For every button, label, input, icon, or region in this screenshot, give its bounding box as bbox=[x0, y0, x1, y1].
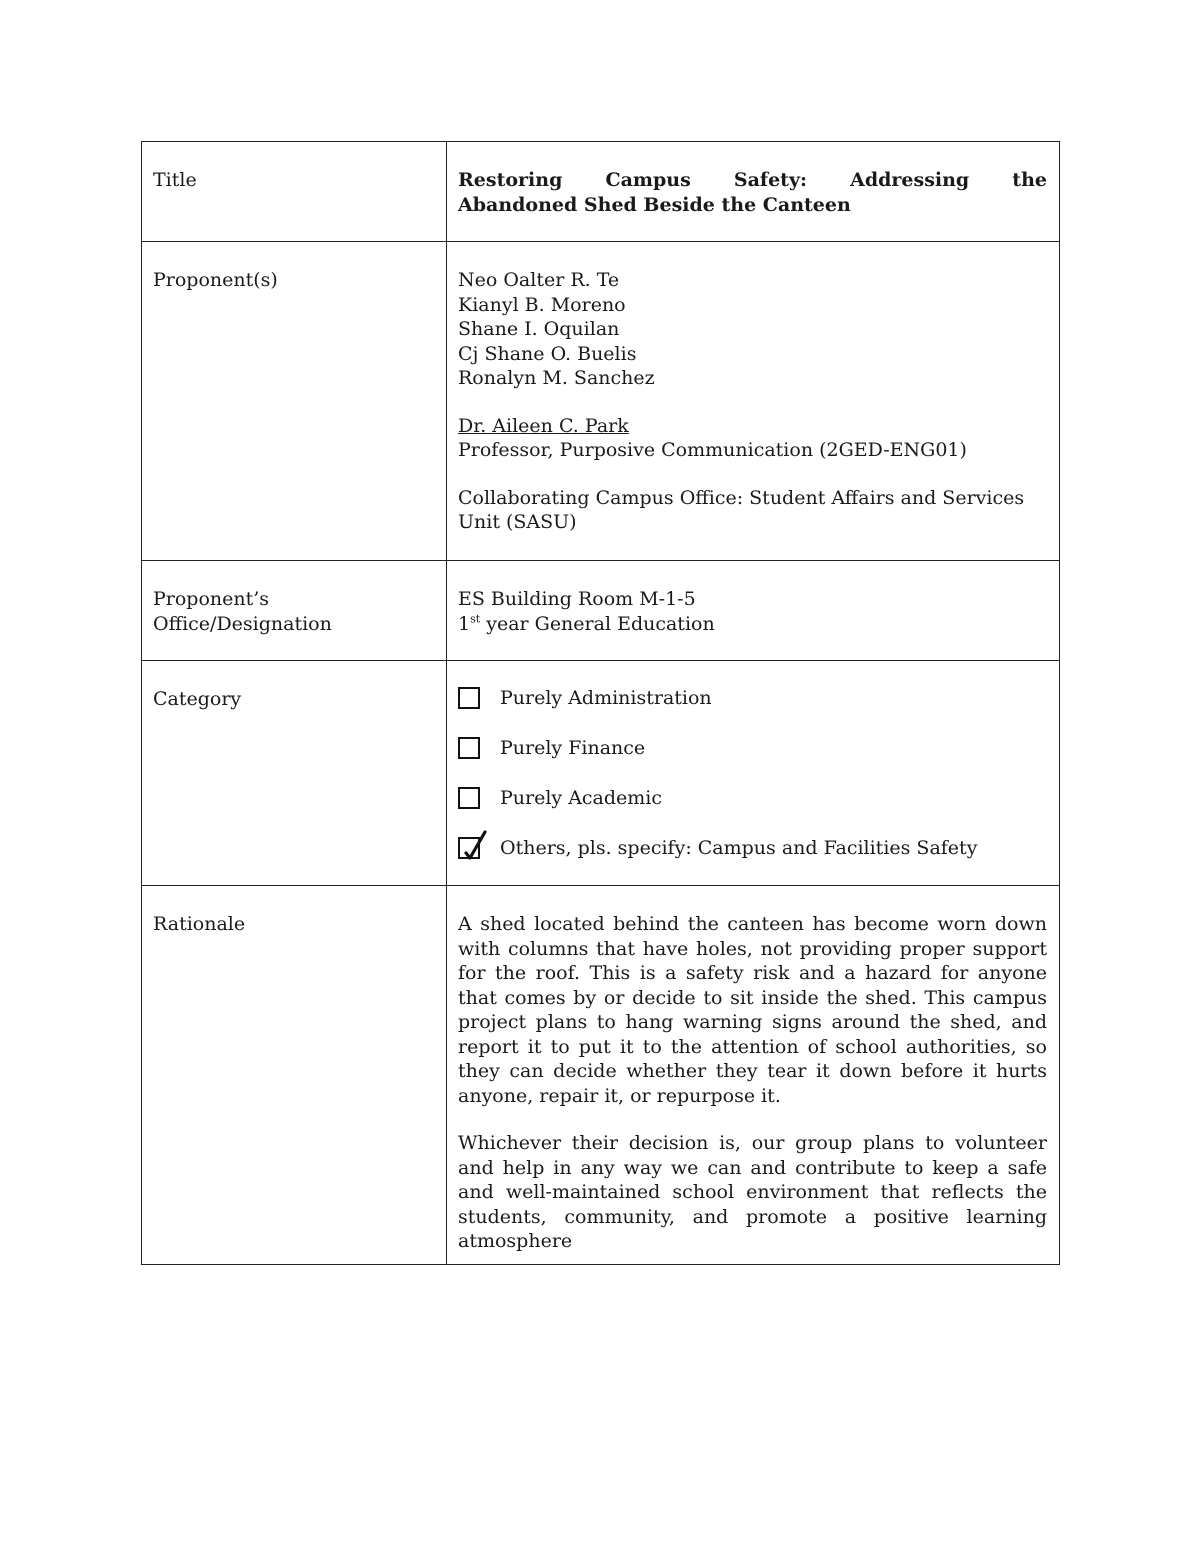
project-title-line2: Abandoned Shed Beside the Canteen bbox=[458, 193, 851, 216]
category-option-label: Purely Academic bbox=[500, 786, 663, 809]
category-option-label: Purely Administration bbox=[500, 686, 712, 709]
project-title bbox=[458, 168, 1047, 217]
checkbox-unchecked-icon[interactable] bbox=[458, 737, 480, 759]
office-label-line1: Proponent’s bbox=[153, 588, 270, 610]
category-option-finance[interactable] bbox=[458, 735, 1047, 761]
year-ordinal-suffix: st bbox=[470, 612, 481, 626]
category-option-administration[interactable] bbox=[458, 685, 1047, 711]
office-value-cell bbox=[447, 561, 1060, 661]
rationale-paragraph-1 bbox=[458, 912, 1047, 1108]
title-label-cell bbox=[142, 142, 447, 242]
adviser-role: Professor, Purposive Communication (2GED-ENG01) bbox=[458, 439, 967, 461]
office-label-line2: Office/Designation bbox=[153, 612, 332, 635]
project-title-line1: Restoring Campus Safety: Addressing the bbox=[458, 169, 1047, 191]
rationale-paragraph-1-rest: with columns that have holes, not providing proper support for the roof. This is a safety risk and a hazard for anyone that comes by or decide to sit inside the shed. This campus project plans to hang warning signs around the shed, and report it to put it to the attention of school authorities, so they can decide whether they tear it down before it hurts anyone, repair it, or repurpose it. bbox=[458, 937, 1047, 1107]
checkbox-checked-icon[interactable] bbox=[458, 837, 480, 859]
proponent-name: Shane I. Oquilan bbox=[458, 318, 620, 340]
proponent-name: Cj Shane O. Buelis bbox=[458, 342, 637, 365]
proponent-name: Kianyl B. Moreno bbox=[458, 293, 626, 316]
rationale-paragraph-1-line1: A shed located behind the canteen has become worn down bbox=[458, 913, 1047, 935]
proponents-label: Proponent(s) bbox=[153, 269, 278, 291]
adviser-name: Dr. Aileen C. Park bbox=[458, 414, 629, 437]
rationale-row bbox=[142, 886, 1060, 1265]
office-year-level bbox=[458, 612, 1047, 637]
collaborating-office-line1: Collaborating Campus Office: Student Affairs and Services bbox=[458, 486, 1025, 509]
rationale-label: Rationale bbox=[153, 913, 246, 935]
category-value-cell bbox=[447, 661, 1060, 886]
year-level-text: year General Education bbox=[480, 612, 715, 635]
office-label-cell bbox=[142, 561, 447, 661]
proposal-form-table bbox=[141, 141, 1060, 1265]
title-row bbox=[142, 142, 1060, 242]
checkbox-unchecked-icon[interactable] bbox=[458, 687, 480, 709]
proponents-label-cell bbox=[142, 242, 447, 561]
proponent-name: Neo Oalter R. Te bbox=[458, 269, 620, 291]
proponent-name: Ronalyn M. Sanchez bbox=[458, 367, 655, 389]
proponents-value-cell bbox=[447, 242, 1060, 561]
category-option-academic[interactable] bbox=[458, 785, 1047, 811]
title-label: Title bbox=[153, 169, 197, 191]
rationale-value-cell bbox=[447, 886, 1060, 1265]
title-value-cell bbox=[447, 142, 1060, 242]
category-label-cell bbox=[142, 661, 447, 886]
category-option-label: Purely Finance bbox=[500, 736, 646, 759]
check-mark-icon bbox=[458, 829, 488, 863]
category-row bbox=[142, 661, 1060, 886]
rationale-label-cell bbox=[142, 886, 447, 1265]
collaborating-office-line2: Unit (SASU) bbox=[458, 511, 577, 533]
office-room: ES Building Room M-1-5 bbox=[458, 588, 696, 610]
proponents-row bbox=[142, 242, 1060, 561]
category-option-label: Others, pls. specify: Campus and Facilities Safety bbox=[500, 836, 978, 859]
year-ordinal-number: 1 bbox=[458, 612, 471, 635]
category-label: Category bbox=[153, 688, 242, 710]
office-row bbox=[142, 561, 1060, 661]
rationale-paragraph-2: Whichever their decision is, our group plans to volunteer and help in any way we can and contribute to keep a safe and well-maintained school environment that reflects the students, community, and promote a positive learning atmosphere bbox=[458, 1132, 1047, 1252]
category-option-others[interactable] bbox=[458, 835, 1047, 861]
checkbox-unchecked-icon[interactable] bbox=[458, 787, 480, 809]
